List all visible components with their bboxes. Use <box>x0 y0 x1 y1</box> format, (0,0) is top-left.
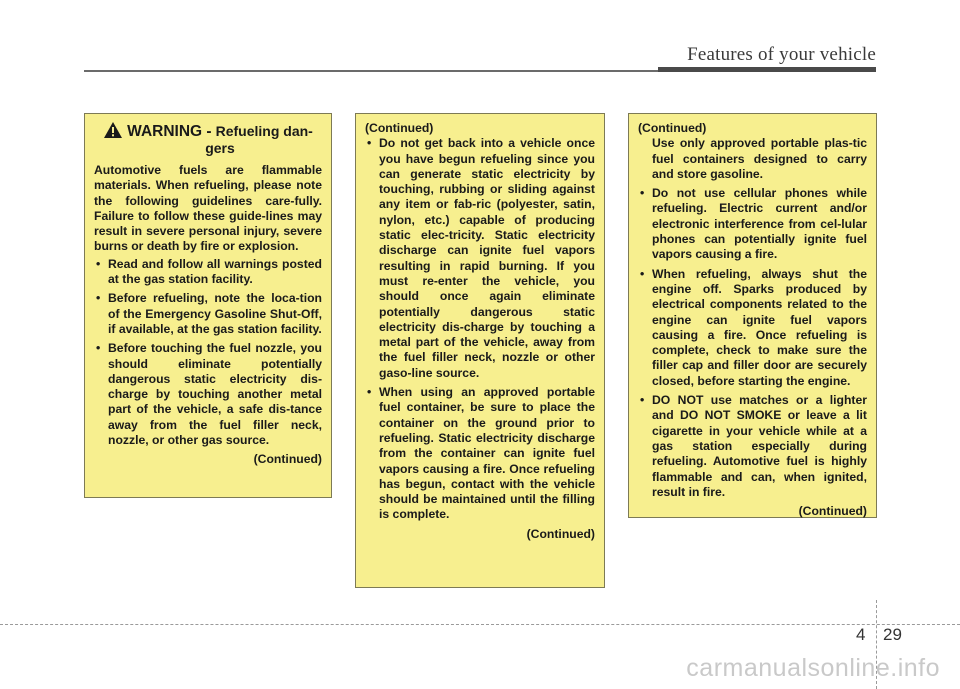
list-item: • Read and follow all warnings posted at the gas station facility. <box>94 257 322 288</box>
warning-bullet-list <box>638 186 867 500</box>
watermark: carmanualsonline.info <box>686 654 940 682</box>
header-accent-bar <box>658 67 876 72</box>
list-item: • Before refueling, note the loca-tion of the Emergency Gasoline Shut-Off, if available, at the gas station facility. <box>94 291 322 337</box>
continued-top-label: (Continued) <box>638 121 707 135</box>
warning-label: WARNING - <box>127 123 212 140</box>
section-title: Features of your vehicle <box>687 44 876 65</box>
continued-label: (Continued) <box>526 526 595 541</box>
warning-box-continued-3 <box>628 113 877 518</box>
list-item: • When refueling, always shut the engine off. Sparks produced by electrical components related to the engine can ignite fuel vapors causing a fire. Once refueling is complete, check to make sure the filler cap and filler door are securely closed, before starting the engine. <box>638 267 867 389</box>
continued-label: (Continued) <box>253 452 322 467</box>
warning-box-continued-2 <box>355 113 605 588</box>
list-item: • Do not use cellular phones while refueling. Electric current and/or electronic interference from cel-lular phones can potentially ignite fuel vapors causing a fire. <box>638 186 867 262</box>
continued-lead-text: Use only approved portable plas-tic fuel containers designed to carry and store gasoline. <box>652 136 867 181</box>
list-item: • When using an approved portable fuel container, be sure to place the container on the ground prior to refueling. Static electricity discharge from the container can ignite fuel vapors causing a fire. Once refueling has begun, contact with the vehicle should be maintained until the filling is complete. <box>365 385 595 523</box>
warning-box-refueling <box>84 113 332 498</box>
warning-bullet-list <box>94 257 322 449</box>
list-item: • Do not get back into a vehicle once you have begun refueling since you can generate static electricity by touching, rubbing or sliding against any item or fab-ric (polyester, satin, nylon, etc.) capable of producing static elec-tricity. Static electricity discharge can ignite fuel vapors resulting in rapid burning. If you must re-enter the vehicle, you should once again eliminate potentially dangerous static electricity dis-charge by touching a metal part of the vehicle, away from the fuel filler neck, nozzle or other gaso-line source. <box>365 136 595 381</box>
footer-rule <box>0 624 960 625</box>
continued-label: (Continued) <box>798 504 867 519</box>
continued-top-label: (Continued) <box>365 121 434 135</box>
list-item: • Before touching the fuel nozzle, you should eliminate potentially dangerous static electricity dis-charge by touching another metal part of the vehicle, a safe dis-tance away from the fuel filler neck, nozzle, or other gas source. <box>94 341 322 448</box>
list-item: • DO NOT use matches or a lighter and DO NOT SMOKE or leave a lit cigarette in your vehicle while at a gas station especially during refueling. Automotive fuel is highly flammable and can, when ignited, result in fire. <box>638 393 867 500</box>
chapter-number: 4 <box>856 625 866 644</box>
page-number: 29 <box>883 625 902 644</box>
warning-triangle-icon <box>103 121 123 139</box>
warning-bullet-list <box>365 136 595 522</box>
warning-topic-line2: gers <box>205 140 235 156</box>
warning-topic-line1: Refueling dan- <box>215 123 313 139</box>
warning-heading <box>94 123 322 157</box>
warning-intro: Automotive fuels are flammable materials. When refueling, please note the following guidelines care-fully. Failure to follow these guide-lines may result in severe personal injury, severe burns or death by fire or explosion. <box>94 163 322 254</box>
